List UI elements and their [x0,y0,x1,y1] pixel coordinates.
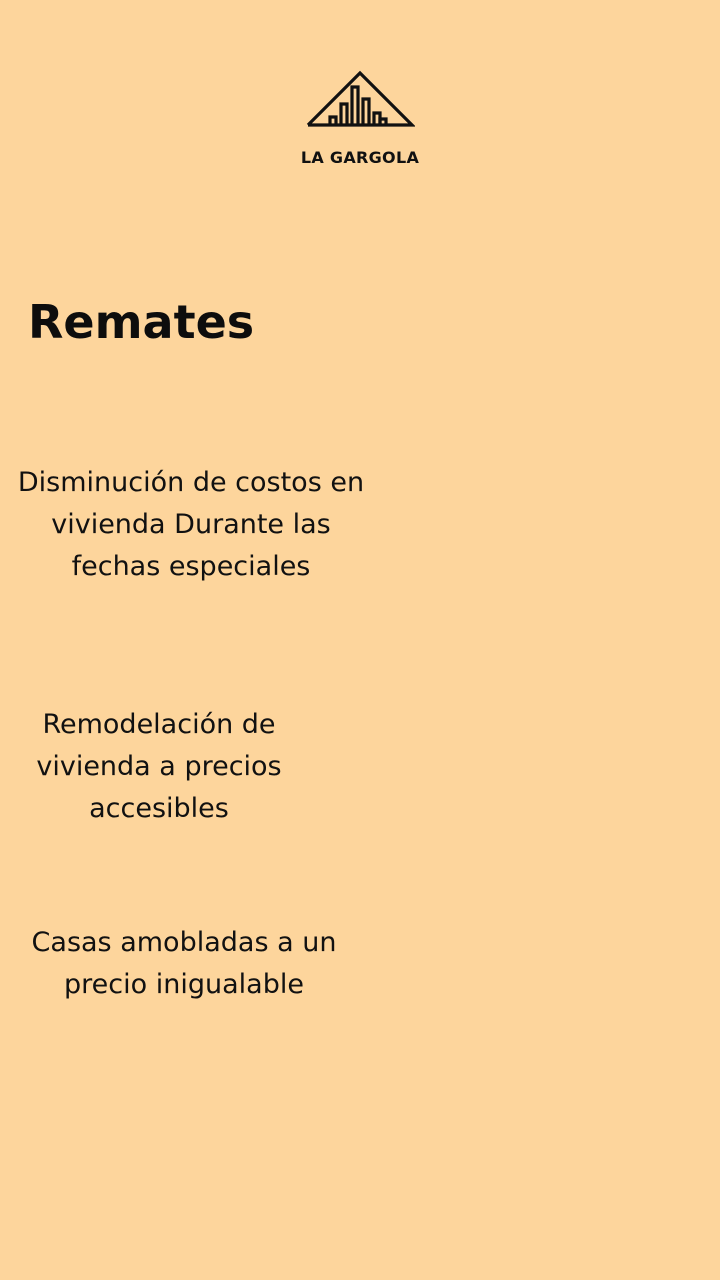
brand-name: LA GARGOLA [300,148,420,167]
page-title: Remates [28,295,255,349]
feature-text-discounts: Disminución de costos en vivienda Durante las fechas especiales [17,467,365,582]
brand-logo [0,70,720,167]
feature-text-remodeling: Remodelación de vivienda a precios accesibles [36,709,282,824]
house-buildings-icon [305,70,415,130]
feature-text-furnished-houses: Casas amobladas a un precio inigualable [31,927,337,1000]
